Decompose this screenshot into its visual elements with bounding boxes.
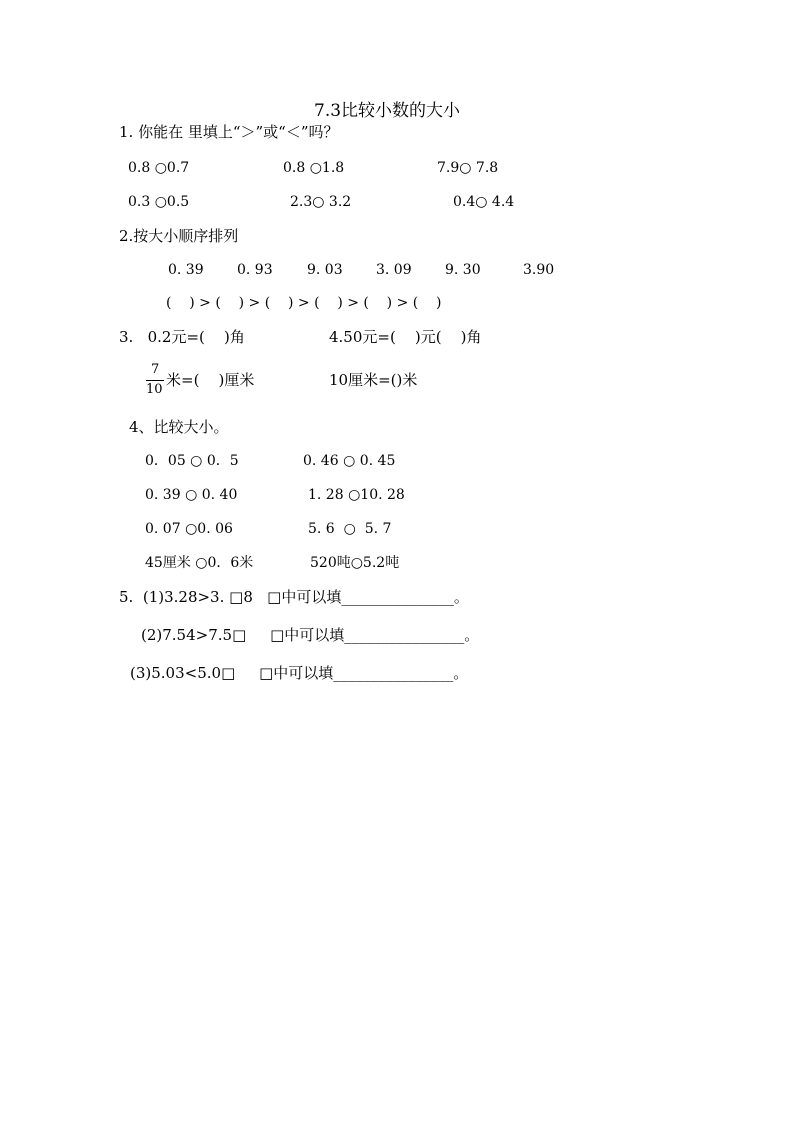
q3-fraction-bar <box>146 380 164 381</box>
q2-number: 0. 39 <box>168 262 204 278</box>
q2-number: 0. 93 <box>237 262 273 278</box>
q5-line-3: (3)5.03<5.0□ □中可以填________________。 <box>130 664 469 682</box>
q5-line-1: 5. (1)3.28>3. □8 □中可以填_______________。 <box>119 588 469 606</box>
q3-fraction <box>146 363 166 399</box>
q2-number: 3.90 <box>523 262 555 278</box>
q5-line-2: (2)7.54>7.5□ □中可以填________________。 <box>141 626 480 644</box>
q4-r4-c2: 520吨○5.2吨 <box>310 555 400 571</box>
q2-number: 9. 03 <box>307 262 343 278</box>
q4-r1-c1: 0．05 ○ 0．5 <box>145 453 239 469</box>
q4-r2-c1: 0. 39 ○ 0. 40 <box>145 487 238 503</box>
q2-header: 2.按大小顺序排列 <box>119 227 239 245</box>
q1-r1-c3: 7.9○ 7.8 <box>437 160 499 176</box>
page-title: 7.3比较小数的大小 <box>314 101 461 121</box>
q3-item-4: 10厘米=()米 <box>329 371 418 389</box>
q3-item-3: 米=( )厘米 <box>166 371 255 389</box>
q4-r3-c1: 0. 07 ○0. 06 <box>145 521 233 537</box>
q1-header: 1. 你能在 里填上“＞”或“＜”吗？ <box>119 123 339 141</box>
q1-r2-c2: 2.3○ 3.2 <box>290 194 352 210</box>
q3-fraction-numerator: 7 <box>151 362 160 377</box>
q4-r3-c2: 5. 6 ○ 5. 7 <box>308 521 392 537</box>
q1-r2-c3: 0.4○ 4.4 <box>453 194 515 210</box>
q1-r1-c1: 0.8 ○0.7 <box>128 160 190 176</box>
q2-number: 9. 30 <box>445 262 481 278</box>
q2-order-line: ( ) > ( ) > ( ) > ( ) > ( ) > ( ) <box>166 295 442 311</box>
q1-r2-c1: 0.3 ○0.5 <box>128 194 190 210</box>
q4-r4-c1: 45厘米 ○0．6米 <box>145 555 254 571</box>
q3-fraction-denominator: 10 <box>146 382 163 397</box>
q4-header: 4、比较大小。 <box>129 418 229 436</box>
q1-r1-c2: 0.8 ○1.8 <box>283 160 345 176</box>
q4-r1-c2: 0. 46 ○ 0. 45 <box>303 453 396 469</box>
q2-number: 3. 09 <box>376 262 412 278</box>
q3-item-1: 3. 0.2元=( )角 <box>119 328 245 346</box>
q3-item-2: 4.50元=( )元( )角 <box>329 328 482 346</box>
q4-r2-c2: 1. 28 ○10. 28 <box>308 487 405 503</box>
